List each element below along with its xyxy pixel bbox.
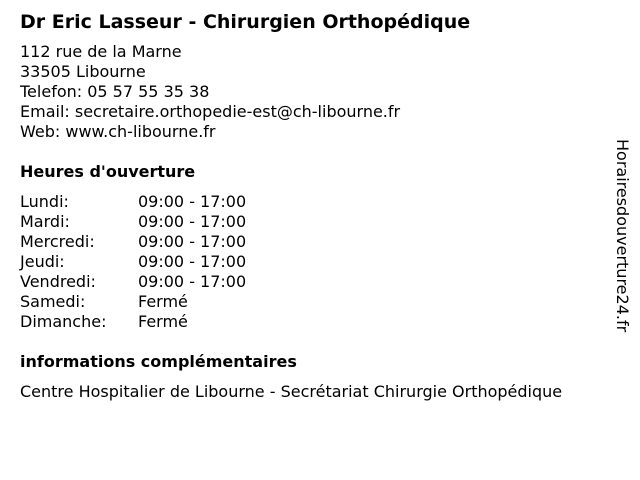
- hours-day-label: Vendredi:: [20, 272, 96, 291]
- additional-info-heading: informations complémentaires: [20, 352, 297, 371]
- brand-vertical-text: Horairesdouverture24.fr: [613, 139, 632, 333]
- hours-row-tuesday: [20, 212, 620, 232]
- hours-time-value: 09:00 - 17:00: [138, 232, 247, 251]
- hours-row-saturday: [20, 292, 620, 312]
- opening-hours-table: [20, 192, 620, 332]
- hours-row-thursday: [20, 252, 620, 272]
- page-title: Dr Eric Lasseur - Chirurgien Orthopédique: [20, 11, 471, 33]
- hours-row-friday: [20, 272, 620, 292]
- hours-day-label: Samedi:: [20, 292, 86, 311]
- business-listing: [20, 10, 620, 402]
- hours-time-value: 09:00 - 17:00: [138, 212, 247, 231]
- hours-day-label: Dimanche:: [20, 312, 107, 331]
- address-street: 112 rue de la Marne: [20, 42, 182, 61]
- hours-day-label: Mardi:: [20, 212, 70, 231]
- additional-info-text: Centre Hospitalier de Libourne - Secrétariat Chirurgie Orthopédique: [20, 382, 563, 401]
- phone-line: Telefon: 05 57 55 35 38: [20, 82, 210, 101]
- hours-time-value: 09:00 - 17:00: [138, 192, 247, 211]
- hours-time-value: Fermé: [138, 292, 188, 311]
- hours-row-wednesday: [20, 232, 620, 252]
- brand-watermark: [602, 16, 640, 456]
- web-line: Web: www.ch-libourne.fr: [20, 122, 216, 141]
- opening-hours-heading: Heures d'ouverture: [20, 162, 196, 181]
- hours-day-label: Lundi:: [20, 192, 69, 211]
- email-line: Email: secretaire.orthopedie-est@ch-libourne.fr: [20, 102, 401, 121]
- hours-row-sunday: [20, 312, 620, 332]
- hours-time-value: 09:00 - 17:00: [138, 272, 247, 291]
- hours-time-value: Fermé: [138, 312, 188, 331]
- address-city: 33505 Libourne: [20, 62, 146, 81]
- hours-day-label: Mercredi:: [20, 232, 95, 251]
- hours-day-label: Jeudi:: [20, 252, 65, 271]
- hours-time-value: 09:00 - 17:00: [138, 252, 247, 271]
- hours-row-monday: [20, 192, 620, 212]
